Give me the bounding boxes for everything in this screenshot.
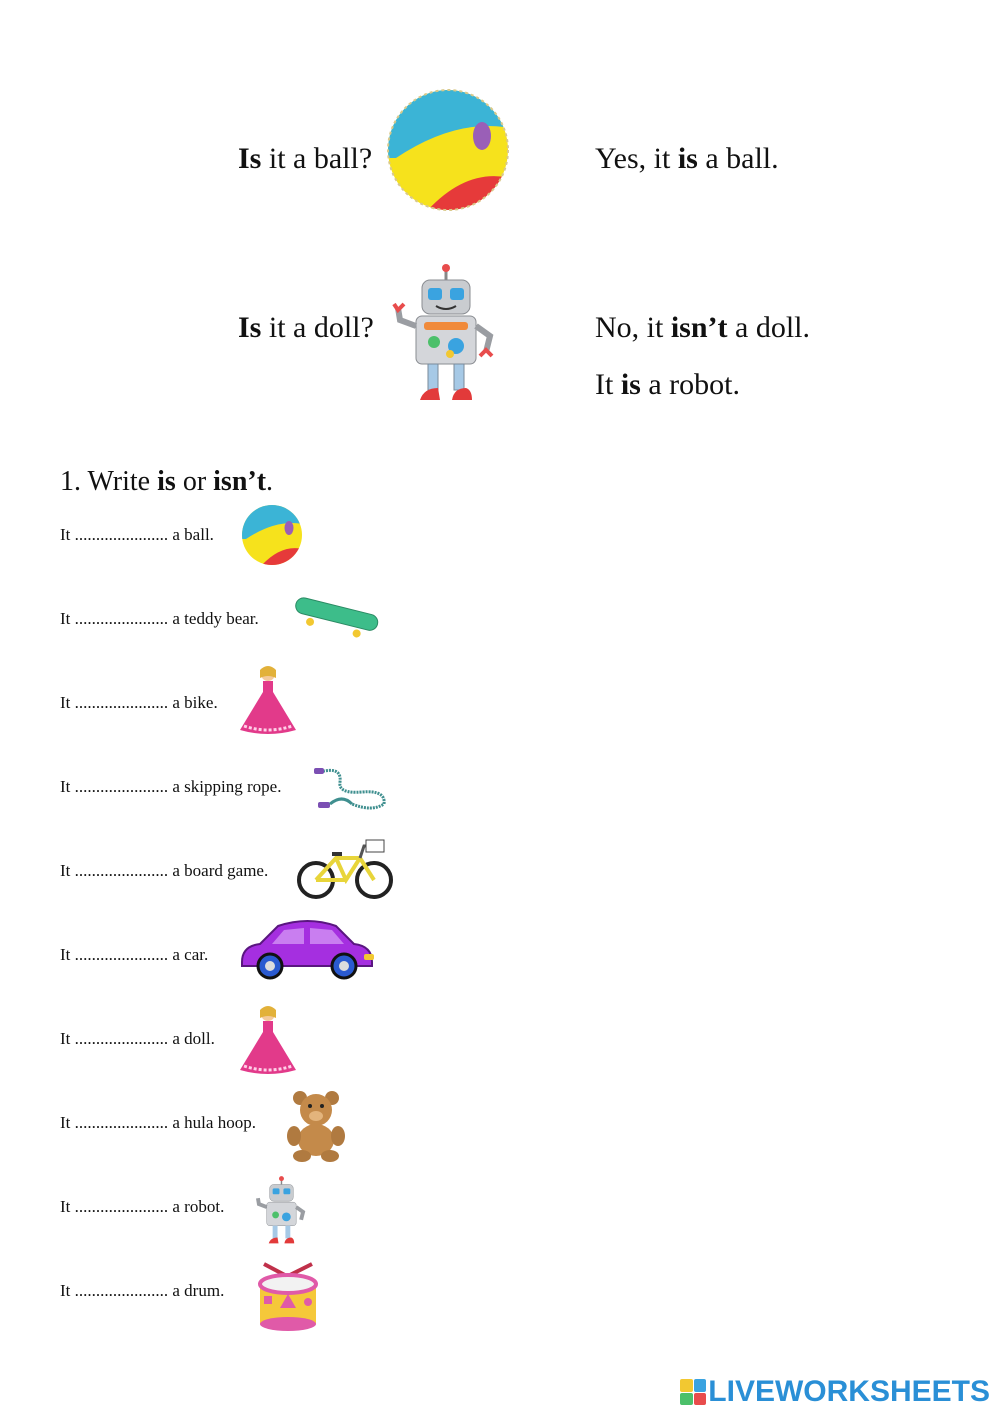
exercise-item-7: It ...................... a doll. [60,1029,215,1048]
answer-blank-3[interactable]: ...................... [74,693,169,712]
robot-picture [390,262,496,402]
liveworksheets-logo-icon [680,1379,706,1405]
answer-blank-10[interactable]: ...................... [74,1281,169,1300]
exercise-instruction: 1. Write is or isn’t. [60,466,274,497]
drum-icon [254,1260,322,1332]
example-1-answer: Yes, it is a ball. [595,142,779,175]
example-2-answer-line-1: No, it isn’t a doll. [595,311,811,344]
car-icon [238,918,376,982]
exercise-item-6: It ...................... a car. [60,945,209,964]
liveworksheets-logo [680,1376,990,1408]
exercise-item-1: It ...................... a ball. [60,525,214,544]
liveworksheets-wordmark: LIVEWORKSHEETS [708,1375,990,1408]
exercise-item-8: It ...................... a hula hoop. [60,1113,256,1132]
answer-blank-4[interactable]: ...................... [74,777,169,796]
ball-icon [240,504,304,566]
skateboard-icon [290,594,382,640]
answer-blank-7[interactable]: ...................... [74,1029,169,1048]
teddy-bear-icon [286,1090,346,1162]
skipping-rope-icon [312,764,392,814]
exercise-item-4: It ...................... a skipping rope. [60,777,282,796]
example-1-question: Is it a ball? [238,142,373,175]
answer-blank-9[interactable]: ...................... [74,1197,169,1216]
exercise-item-5: It ...................... a board game. [60,861,269,880]
answer-blank-2[interactable]: ...................... [74,609,169,628]
robot-icon [254,1174,306,1246]
answer-blank-8[interactable]: ...................... [74,1113,169,1132]
exercise-item-3: It ...................... a bike. [60,693,218,712]
example-2-question: Is it a doll? [238,311,374,344]
doll-icon [236,664,300,736]
exercise-item-9: It ...................... a robot. [60,1197,225,1216]
bike-icon [296,838,396,902]
doll-icon-2 [236,1004,300,1076]
example-2-answer-line-2: It is a robot. [595,368,740,401]
ball-picture [386,88,510,212]
answer-blank-6[interactable]: ...................... [74,945,169,964]
exercise-item-10: It ...................... a drum. [60,1281,225,1300]
answer-blank-1[interactable]: ...................... [74,525,169,544]
answer-blank-5[interactable]: ...................... [74,861,169,880]
exercise-item-2: It ...................... a teddy bear. [60,609,259,628]
